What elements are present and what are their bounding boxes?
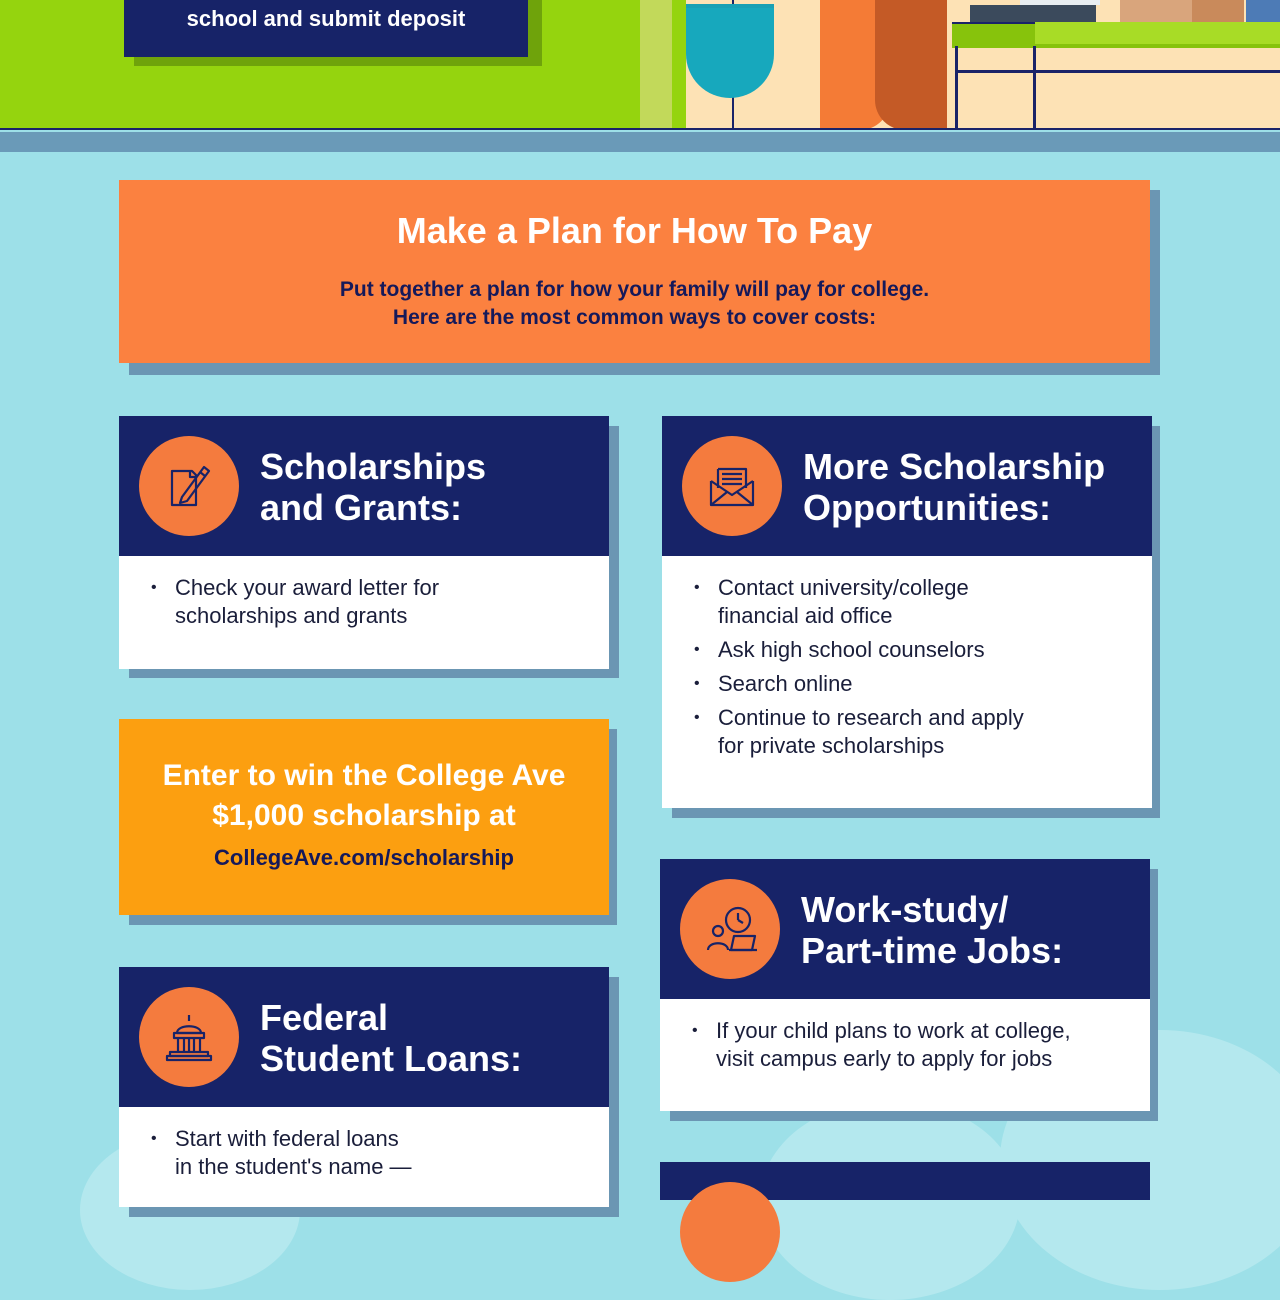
bullet-list (151, 1125, 412, 1187)
bullet-item (694, 704, 1024, 760)
card-title-line: Work-study/ (801, 889, 1009, 930)
book-blue-icon (1246, 0, 1280, 22)
card-body (119, 1107, 609, 1207)
bullet-item (151, 1125, 412, 1181)
card-header (662, 416, 1152, 556)
bullet-item (694, 574, 1024, 630)
person-clock-laptop-icon (680, 879, 780, 979)
scholarships-card (119, 416, 609, 669)
card-body (660, 999, 1150, 1111)
plan-subtitle-line: Here are the most common ways to cover costs: (392, 306, 877, 329)
capitol-building-icon (139, 987, 239, 1087)
book-stack-icon (1120, 0, 1192, 22)
envelope-letter-icon (682, 436, 782, 536)
promo-headline: $1,000 scholarship at (212, 799, 516, 832)
card-title-line: Opportunities: (803, 487, 1051, 528)
plan-subtitle (119, 276, 1150, 332)
card-header (119, 967, 609, 1107)
card-title-line: and Grants: (260, 487, 463, 528)
band-divider (0, 128, 1280, 130)
bullet-list (694, 574, 1024, 766)
bullet-item (692, 1017, 1071, 1073)
deposit-step-text: school and submit deposit (186, 6, 466, 31)
desk-leg (955, 46, 958, 130)
bullet-item (694, 636, 1024, 664)
bullet-item (151, 574, 439, 630)
card-header (660, 1162, 1150, 1200)
plan-title: Make a Plan for How To Pay (396, 210, 873, 251)
section-divider (0, 132, 1280, 152)
document-pencil-icon (139, 436, 239, 536)
bullet-line: • Continue to research and apply (718, 705, 1024, 730)
card-header (660, 859, 1150, 999)
card-title-line: Federal (260, 997, 389, 1038)
bullet-line: in the student's name — (175, 1154, 412, 1179)
more-scholarships-card (662, 416, 1152, 808)
book-icon (1192, 0, 1244, 22)
laptop-screen (1020, 0, 1100, 5)
card-title-line: Scholarships (260, 446, 487, 487)
bullet-list (692, 1017, 1071, 1079)
promo-link[interactable]: CollegeAve.com/scholarship (214, 845, 514, 870)
plan-banner (119, 180, 1150, 363)
card-title (801, 889, 1063, 971)
card-body (119, 556, 609, 669)
icon-circle (680, 1182, 780, 1282)
card-title (260, 446, 486, 528)
bullet-line: • Start with federal loans (175, 1126, 399, 1151)
top-illustration (0, 0, 1280, 130)
desk-leg (1033, 46, 1036, 130)
next-card-partial (660, 1162, 1150, 1200)
work-study-card (660, 859, 1150, 1111)
card-title (803, 446, 1105, 528)
scholarship-promo (119, 719, 609, 915)
bullet-line: • Contact university/college (718, 575, 969, 600)
card-title (260, 997, 522, 1079)
promo-headline: Enter to win the College Ave (162, 759, 566, 792)
bullet-line: • If your child plans to work at college, (716, 1018, 1071, 1043)
federal-loans-card (119, 967, 609, 1207)
cloud-shape (760, 1100, 1020, 1300)
card-header (119, 416, 609, 556)
bullet-line: • Search online (718, 671, 853, 696)
bullet-line: financial aid office (718, 603, 893, 628)
card-title-line: Student Loans: (260, 1038, 522, 1079)
card-title-line: More Scholarship (803, 446, 1106, 487)
wall-strip (640, 0, 672, 130)
deposit-step-box (124, 0, 528, 57)
laptop-icon (970, 5, 1096, 22)
bullet-line: • Ask high school counselors (718, 637, 985, 662)
desk-top-highlight (1035, 22, 1280, 44)
bullet-line: • Check your award letter for (175, 575, 440, 600)
bullet-line: visit campus early to apply for jobs (716, 1046, 1053, 1071)
plan-subtitle-line: Put together a plan for how your family will pay for college. (339, 278, 930, 301)
plant-pot-icon (686, 8, 774, 98)
card-title-line: Part-time Jobs: (801, 930, 1064, 971)
curtain-right (875, 0, 947, 130)
bullet-list (151, 574, 439, 636)
bullet-item (694, 670, 1024, 698)
desk-rail (956, 70, 1280, 73)
bullet-line: scholarships and grants (175, 603, 408, 628)
bullet-line: for private scholarships (718, 733, 945, 758)
card-body (662, 556, 1152, 808)
